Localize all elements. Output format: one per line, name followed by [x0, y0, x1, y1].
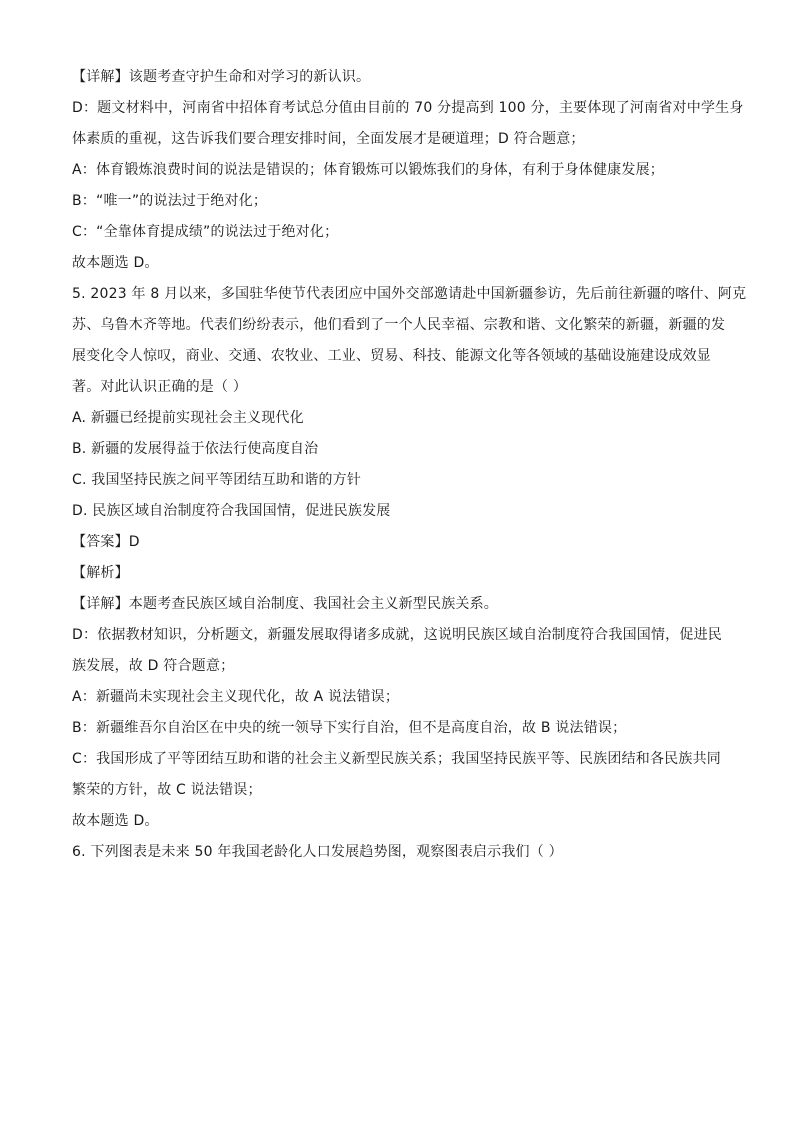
q5-stem-line-1: 5. 2023 年 8 月以来，多国驻华使节代表团应中国外交部邀请赴中国新疆参访，先后前往新疆的喀什、阿克: [72, 286, 747, 302]
q4-option-b-explanation: B：“唯一”的说法过于绝对化；: [72, 193, 268, 209]
q5-option-d: D. 民族区域自治制度符合我国国情，促进民族发展: [72, 503, 391, 519]
q5-option-c: C. 我国坚持民族之间平等团结互助和谐的方针: [72, 472, 362, 488]
q5-option-d-explanation-line-1: D：依据教材知识，分析题文，新疆发展取得诸多成就，这说明民族区域自治制度符合我国国情，促进民: [72, 627, 722, 643]
q5-option-a: A. 新疆已经提前实现社会主义现代化: [72, 410, 304, 426]
q5-analysis-label: 【解析】: [72, 565, 129, 581]
q6-stem: 6. 下列图表是未来 50 年我国老龄化人口发展趋势图，观察图表启示我们（ ）: [72, 844, 563, 860]
q5-answer: 【答案】D: [72, 534, 140, 550]
q5-option-a-explanation: A：新疆尚未实现社会主义现代化，故 A 说法错误；: [72, 689, 400, 705]
q5-option-d-explanation-line-2: 族发展，故 D 符合题意；: [72, 658, 235, 674]
q4-option-a-explanation: A：体育锻炼浪费时间的说法是错误的；体育锻炼可以锻炼我们的身体，有利于身体健康发展；: [72, 162, 664, 178]
q4-option-d-explanation-line-2: 体素质的重视，这告诉我们要合理安排时间，全面发展才是硬道理；D 符合题意；: [72, 131, 585, 147]
q5-option-c-explanation-line-2: 繁荣的方针，故 C 说法错误；: [72, 782, 262, 798]
q4-detail: 【详解】该题考查守护生命和对学习的新认识。: [72, 69, 371, 85]
q5-stem-line-3: 展变化令人惊叹，商业、交通、农牧业、工业、贸易、科技、能源文化等各领域的基础设施建设成效显: [72, 348, 711, 364]
q5-stem-line-2: 苏、乌鲁木齐等地。代表们纷纷表示，他们看到了一个人民幸福、宗教和谐、文化繁荣的新疆，新疆的发: [72, 317, 726, 333]
q4-conclusion: 故本题选 D。: [72, 255, 159, 271]
q5-option-b: B. 新疆的发展得益于依法行使高度自治: [72, 441, 319, 457]
q4-option-c-explanation: C：“全靠体育提成绩”的说法过于绝对化；: [72, 224, 339, 240]
q4-option-d-explanation-line-1: D：题文材料中，河南省中招体育考试总分值由目前的 70 分提高到 100 分，主要体现了河南省对中学生身: [72, 100, 744, 116]
q5-conclusion: 故本题选 D。: [72, 813, 159, 829]
q5-option-c-explanation-line-1: C：我国形成了平等团结互助和谐的社会主义新型民族关系；我国坚持民族平等、民族团结和各民族共同: [72, 751, 721, 767]
q5-detail: 【详解】本题考查民族区域自治制度、我国社会主义新型民族关系。: [72, 596, 498, 612]
q5-option-b-explanation: B：新疆维吾尔自治区在中央的统一领导下实行自治，但不是高度自治，故 B 说法错误；: [72, 720, 627, 736]
q5-stem-line-4: 著。对此认识正确的是（ ）: [72, 379, 248, 395]
